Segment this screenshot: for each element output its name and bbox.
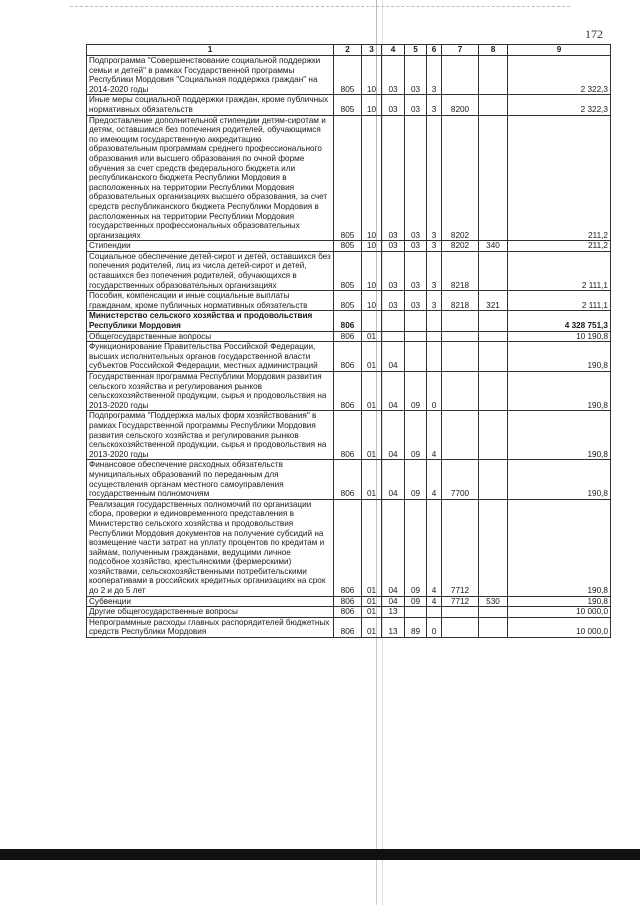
cell-col-5: 09 bbox=[405, 499, 427, 596]
page-number: 172 bbox=[585, 27, 603, 41]
cell-col-5: 03 bbox=[405, 251, 427, 290]
cell-col-7 bbox=[442, 607, 479, 618]
cell-col-5: 03 bbox=[405, 115, 427, 241]
cell-col-4 bbox=[382, 311, 405, 331]
cell-col-5 bbox=[405, 607, 427, 618]
cell-col-7: 7712 bbox=[442, 499, 479, 596]
cell-col-9: 10 000,0 bbox=[508, 617, 611, 637]
cell-col-4: 04 bbox=[382, 411, 405, 460]
cell-col-7 bbox=[442, 372, 479, 411]
row-label: Пособия, компенсации и иные социальные выплаты гражданам, кроме публичных нормативных обязательств bbox=[87, 291, 334, 311]
table-row bbox=[87, 372, 611, 411]
cell-col-3: 01 bbox=[362, 372, 382, 411]
cell-col-5 bbox=[405, 331, 427, 342]
column-header-8: 8 bbox=[479, 45, 508, 56]
cell-col-6: 3 bbox=[427, 251, 442, 290]
cell-col-4 bbox=[382, 331, 405, 342]
cell-col-6 bbox=[427, 342, 442, 372]
cell-col-8 bbox=[479, 251, 508, 290]
cell-col-9: 10 190,8 bbox=[508, 331, 611, 342]
cell-col-2: 805 bbox=[334, 56, 362, 95]
cell-col-2: 806 bbox=[334, 372, 362, 411]
table-row bbox=[87, 291, 611, 311]
cell-col-7: 7712 bbox=[442, 596, 479, 607]
cell-col-3: 01 bbox=[362, 411, 382, 460]
cell-col-9: 211,2 bbox=[508, 115, 611, 241]
cell-col-8 bbox=[479, 607, 508, 618]
cell-col-4: 03 bbox=[382, 251, 405, 290]
cell-col-9: 190,8 bbox=[508, 372, 611, 411]
column-header-3: 3 bbox=[362, 45, 382, 56]
cell-col-8 bbox=[479, 56, 508, 95]
cell-col-9: 2 111,1 bbox=[508, 251, 611, 290]
cell-col-5: 09 bbox=[405, 372, 427, 411]
cell-col-7: 8202 bbox=[442, 115, 479, 241]
cell-col-6 bbox=[427, 331, 442, 342]
cell-col-3: 10 bbox=[362, 291, 382, 311]
table-row bbox=[87, 460, 611, 499]
cell-col-2: 806 bbox=[334, 607, 362, 618]
cell-col-3: 01 bbox=[362, 499, 382, 596]
cell-col-4: 04 bbox=[382, 372, 405, 411]
cell-col-9: 2 111,1 bbox=[508, 291, 611, 311]
row-label: Непрограммные расходы главных распорядителей бюджетных средств Республики Мордовия bbox=[87, 617, 334, 637]
cell-col-4: 03 bbox=[382, 115, 405, 241]
cell-col-3: 01 bbox=[362, 331, 382, 342]
cell-col-5 bbox=[405, 311, 427, 331]
row-label: Финансовое обеспечение расходных обязательств муниципальных образований по переданным для осуществления органам местного самоуправления государственным полномочиям bbox=[87, 460, 334, 499]
table-row bbox=[87, 331, 611, 342]
table-row bbox=[87, 241, 611, 252]
row-label: Иные меры социальной поддержки граждан, кроме публичных нормативных обязательств bbox=[87, 95, 334, 115]
cell-col-5: 03 bbox=[405, 56, 427, 95]
row-label: Функционирование Правительства Российской Федерации, высших исполнительных органов государственной власти субъектов Российской Федерации, местных администраций bbox=[87, 342, 334, 372]
cell-col-2: 806 bbox=[334, 311, 362, 331]
cell-col-4: 04 bbox=[382, 596, 405, 607]
row-label: Стипендии bbox=[87, 241, 334, 252]
cell-col-2: 806 bbox=[334, 411, 362, 460]
table-row bbox=[87, 115, 611, 241]
cell-col-6: 3 bbox=[427, 95, 442, 115]
cell-col-3: 10 bbox=[362, 241, 382, 252]
cell-col-9: 190,8 bbox=[508, 596, 611, 607]
scan-artifact-top bbox=[70, 6, 570, 7]
cell-col-7 bbox=[442, 331, 479, 342]
cell-col-2: 806 bbox=[334, 342, 362, 372]
cell-col-3: 10 bbox=[362, 251, 382, 290]
cell-col-6: 3 bbox=[427, 56, 442, 95]
row-label: Субвенции bbox=[87, 596, 334, 607]
cell-col-4: 04 bbox=[382, 499, 405, 596]
cell-col-4: 03 bbox=[382, 95, 405, 115]
table-row bbox=[87, 617, 611, 637]
row-label: Подпрограмма "Поддержка малых форм хозяйствования" в рамках Государственной программы Республики Мордовия развития сельского хозяйства и регулирования рынков сельскохозяйственной продукции, сырья и продовольствия на 2013-2020 годы bbox=[87, 411, 334, 460]
column-header-4: 4 bbox=[382, 45, 405, 56]
cell-col-5: 09 bbox=[405, 596, 427, 607]
cell-col-8: 530 bbox=[479, 596, 508, 607]
cell-col-5: 03 bbox=[405, 291, 427, 311]
table-row bbox=[87, 95, 611, 115]
row-label: Министерство сельского хозяйства и продовольствия Республики Мордовия bbox=[87, 311, 334, 331]
table-row bbox=[87, 499, 611, 596]
cell-col-3: 01 bbox=[362, 596, 382, 607]
cell-col-6 bbox=[427, 607, 442, 618]
cell-col-7: 8202 bbox=[442, 241, 479, 252]
row-label: Другие общегосударственные вопросы bbox=[87, 607, 334, 618]
cell-col-7: 8200 bbox=[442, 95, 479, 115]
cell-col-4: 13 bbox=[382, 617, 405, 637]
cell-col-5: 89 bbox=[405, 617, 427, 637]
cell-col-5: 09 bbox=[405, 460, 427, 499]
cell-col-9: 211,2 bbox=[508, 241, 611, 252]
cell-col-9: 10 000,0 bbox=[508, 607, 611, 618]
cell-col-4: 04 bbox=[382, 342, 405, 372]
row-label: Государственная программа Республики Мордовия развития сельского хозяйства и регулирования рынков сельскохозяйственной продукции, сырья и продовольствия на 2013-2020 годы bbox=[87, 372, 334, 411]
cell-col-4: 13 bbox=[382, 607, 405, 618]
cell-col-7: 8218 bbox=[442, 251, 479, 290]
cell-col-3: 01 bbox=[362, 607, 382, 618]
column-header-1: 1 bbox=[87, 45, 334, 56]
cell-col-8 bbox=[479, 342, 508, 372]
cell-col-7: 8218 bbox=[442, 291, 479, 311]
row-label: Подпрограмма "Совершенствование социальной поддержки семьи и детей" в рамках Государственной программы Республики Мордовия "Социальная поддержка граждан" на 2014-2020 годы bbox=[87, 56, 334, 95]
cell-col-6: 4 bbox=[427, 460, 442, 499]
cell-col-6: 4 bbox=[427, 499, 442, 596]
cell-col-9: 2 322,3 bbox=[508, 95, 611, 115]
row-label: Общегосударственные вопросы bbox=[87, 331, 334, 342]
table-row bbox=[87, 251, 611, 290]
table-header-row bbox=[87, 45, 611, 56]
table-row bbox=[87, 596, 611, 607]
cell-col-7 bbox=[442, 617, 479, 637]
cell-col-6: 0 bbox=[427, 617, 442, 637]
cell-col-8 bbox=[479, 499, 508, 596]
column-header-6: 6 bbox=[427, 45, 442, 56]
table-row bbox=[87, 311, 611, 331]
cell-col-2: 805 bbox=[334, 251, 362, 290]
cell-col-8 bbox=[479, 617, 508, 637]
cell-col-4: 03 bbox=[382, 241, 405, 252]
cell-col-7 bbox=[442, 411, 479, 460]
cell-col-8 bbox=[479, 460, 508, 499]
cell-col-2: 805 bbox=[334, 241, 362, 252]
budget-table bbox=[86, 44, 611, 638]
cell-col-9: 190,8 bbox=[508, 342, 611, 372]
cell-col-3: 01 bbox=[362, 342, 382, 372]
cell-col-4: 03 bbox=[382, 56, 405, 95]
cell-col-8 bbox=[479, 372, 508, 411]
cell-col-5: 09 bbox=[405, 411, 427, 460]
cell-col-6: 3 bbox=[427, 291, 442, 311]
cell-col-9: 190,8 bbox=[508, 460, 611, 499]
column-header-7: 7 bbox=[442, 45, 479, 56]
cell-col-4: 04 bbox=[382, 460, 405, 499]
cell-col-8 bbox=[479, 331, 508, 342]
column-header-9: 9 bbox=[508, 45, 611, 56]
table-row bbox=[87, 607, 611, 618]
row-label: Предоставление дополнительной стипендии детям-сиротам и детям, оставшимся без попечения родителей, обучающимся по имеющим государственную аккредитацию образовательным программам среднего профессионального образования или высшего образования по очной форме обучения за счет средств федерального бюджета или республиканского бюджета Республики Мордовия в расположенных на территории Республики Мордовия образовательных организациях высшего образования, за счет средств республиканского бюджета Республики Мордовия в расположенных на территории Республики Мордовия государственных профессиональных образовательных организациях bbox=[87, 115, 334, 241]
cell-col-8 bbox=[479, 311, 508, 331]
row-label: Реализация государственных полномочий по организации сбора, проверки и единовременного представления в Министерство сельского хозяйства и продовольствия Республики Мордовия документов на получение субсидий на возмещение части затрат на уплату процентов по кредитам и займам, полученным гражданами, ведущими личное подсобное хозяйство, крестьянскими (фермерскими) хозяйствами, сельскохозяйственными потребительскими кооперативами в российских кредитных организациях на срок до 2 и до 5 лет bbox=[87, 499, 334, 596]
cell-col-2: 805 bbox=[334, 291, 362, 311]
cell-col-8 bbox=[479, 115, 508, 241]
table-body bbox=[87, 56, 611, 638]
cell-col-6: 3 bbox=[427, 115, 442, 241]
cell-col-9: 190,8 bbox=[508, 411, 611, 460]
cell-col-3: 01 bbox=[362, 460, 382, 499]
cell-col-2: 806 bbox=[334, 617, 362, 637]
cell-col-9: 2 322,3 bbox=[508, 56, 611, 95]
cell-col-3: 10 bbox=[362, 56, 382, 95]
cell-col-8 bbox=[479, 411, 508, 460]
cell-col-6: 4 bbox=[427, 411, 442, 460]
cell-col-2: 806 bbox=[334, 331, 362, 342]
scan-bottom-band bbox=[0, 849, 640, 860]
cell-col-6 bbox=[427, 311, 442, 331]
cell-col-7 bbox=[442, 342, 479, 372]
cell-col-9: 4 328 751,3 bbox=[508, 311, 611, 331]
cell-col-8 bbox=[479, 95, 508, 115]
column-header-2: 2 bbox=[334, 45, 362, 56]
cell-col-5: 03 bbox=[405, 241, 427, 252]
cell-col-7 bbox=[442, 311, 479, 331]
column-header-5: 5 bbox=[405, 45, 427, 56]
cell-col-8: 321 bbox=[479, 291, 508, 311]
cell-col-7 bbox=[442, 56, 479, 95]
cell-col-5 bbox=[405, 342, 427, 372]
cell-col-3 bbox=[362, 311, 382, 331]
cell-col-6: 4 bbox=[427, 596, 442, 607]
cell-col-2: 805 bbox=[334, 95, 362, 115]
row-label: Социальное обеспечение детей-сирот и детей, оставшихся без попечения родителей, лиц из числа детей-сирот и детей, оставшихся без попечения родителей, обучающихся в государственных образовательных организациях bbox=[87, 251, 334, 290]
cell-col-6: 0 bbox=[427, 372, 442, 411]
cell-col-9: 190,8 bbox=[508, 499, 611, 596]
table-row bbox=[87, 411, 611, 460]
cell-col-4: 03 bbox=[382, 291, 405, 311]
table-row bbox=[87, 56, 611, 95]
cell-col-2: 806 bbox=[334, 596, 362, 607]
cell-col-8: 340 bbox=[479, 241, 508, 252]
cell-col-5: 03 bbox=[405, 95, 427, 115]
cell-col-3: 10 bbox=[362, 95, 382, 115]
cell-col-6: 3 bbox=[427, 241, 442, 252]
cell-col-3: 01 bbox=[362, 617, 382, 637]
cell-col-7: 7700 bbox=[442, 460, 479, 499]
cell-col-2: 806 bbox=[334, 499, 362, 596]
cell-col-2: 806 bbox=[334, 460, 362, 499]
cell-col-3: 10 bbox=[362, 115, 382, 241]
table-row bbox=[87, 342, 611, 372]
cell-col-2: 805 bbox=[334, 115, 362, 241]
